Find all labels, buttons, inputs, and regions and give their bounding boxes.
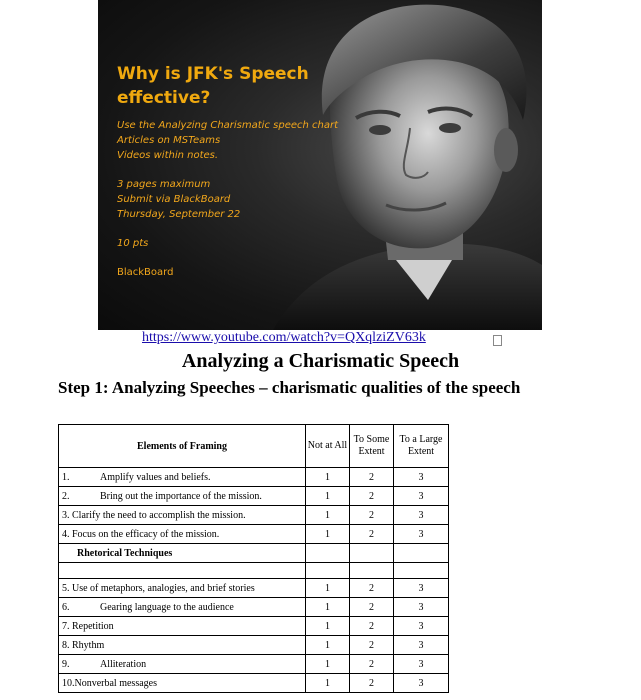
cell-value: 2: [350, 674, 394, 693]
table-row: [59, 487, 449, 506]
cell-value: 3: [394, 674, 449, 693]
table-row: [59, 525, 449, 544]
header-to-some-extent: To Some Extent: [350, 425, 394, 468]
jfk-banner: [98, 0, 542, 330]
table-row: [59, 674, 449, 693]
cell-value: 1: [306, 487, 350, 506]
cell-value: 2: [350, 487, 394, 506]
row-label: 6. Gearing language to the audience: [59, 598, 306, 617]
banner-line-points: 10 pts: [117, 238, 149, 249]
row-label: 1. Amplify values and beliefs.: [59, 468, 306, 487]
table-header-row: [59, 425, 449, 468]
table-row: [59, 468, 449, 487]
banner-line-articles: Articles on MSTeams: [117, 135, 221, 146]
header-elements-of-framing: Elements of Framing: [59, 425, 306, 468]
banner-line-date: Thursday, September 22: [117, 209, 241, 220]
row-label: 9. Alliteration: [59, 655, 306, 674]
cell-value: 1: [306, 636, 350, 655]
cell-value: 3: [394, 506, 449, 525]
section-rhetorical-techniques: Rhetorical Techniques: [59, 544, 306, 563]
cell-value: 1: [306, 468, 350, 487]
table-row: [59, 617, 449, 636]
table-row: [59, 579, 449, 598]
cell-value: 1: [306, 506, 350, 525]
cell-value: 3: [394, 579, 449, 598]
cell-value: 2: [350, 655, 394, 674]
banner-line-chart: Use the Analyzing Charismatic speech chart: [117, 120, 339, 131]
framing-table: [58, 424, 449, 693]
banner-line-videos: Videos within notes.: [117, 150, 219, 161]
cell-value: 3: [394, 598, 449, 617]
copy-icon[interactable]: [493, 335, 502, 346]
row-label: 3. Clarify the need to accomplish the mission.: [59, 506, 306, 525]
row-label: 10.Nonverbal messages: [59, 674, 306, 693]
cell-value: 1: [306, 579, 350, 598]
banner-line-submit: Submit via BlackBoard: [117, 194, 231, 205]
row-label: 8. Rhythm: [59, 636, 306, 655]
cell-value: 3: [394, 636, 449, 655]
cell-value: 2: [350, 506, 394, 525]
header-to-a-large-extent: To a Large Extent: [394, 425, 449, 468]
table-spacer-row: [59, 563, 449, 579]
table-section-row: [59, 544, 449, 563]
cell-value: 2: [350, 468, 394, 487]
page-title: Analyzing a Charismatic Speech: [181, 350, 460, 372]
table-row: [59, 636, 449, 655]
header-not-at-all: Not at All: [306, 425, 350, 468]
table-row: [59, 655, 449, 674]
banner-line-blackboard: BlackBoard: [117, 267, 174, 278]
row-label: 4. Focus on the efficacy of the mission.: [59, 525, 306, 544]
row-label: 2. Bring out the importance of the mission.: [59, 487, 306, 506]
cell-value: 3: [394, 655, 449, 674]
cell-value: 3: [394, 468, 449, 487]
table-row: [59, 506, 449, 525]
banner-title: Why is JFK's Speech effective?: [117, 64, 309, 108]
cell-value: 1: [306, 598, 350, 617]
jfk-portrait-image: [98, 0, 542, 330]
cell-value: 2: [350, 579, 394, 598]
row-label: 7. Repetition: [59, 617, 306, 636]
table-row: [59, 598, 449, 617]
cell-value: 1: [306, 617, 350, 636]
cell-value: 2: [350, 525, 394, 544]
cell-value: 3: [394, 487, 449, 506]
cell-value: 2: [350, 617, 394, 636]
cell-value: 2: [350, 598, 394, 617]
youtube-link[interactable]: https://www.youtube.com/watch?v=QXqlziZV63k: [142, 330, 426, 345]
cell-value: 3: [394, 525, 449, 544]
cell-value: 1: [306, 525, 350, 544]
cell-value: 1: [306, 674, 350, 693]
row-label: 5. Use of metaphors, analogies, and brief stories: [59, 579, 306, 598]
cell-value: 3: [394, 617, 449, 636]
banner-line-pages: 3 pages maximum: [117, 179, 211, 190]
cell-value: 2: [350, 636, 394, 655]
cell-value: 1: [306, 655, 350, 674]
step-heading: Step 1: Analyzing Speeches – charismatic qualities of the speech: [58, 378, 521, 397]
